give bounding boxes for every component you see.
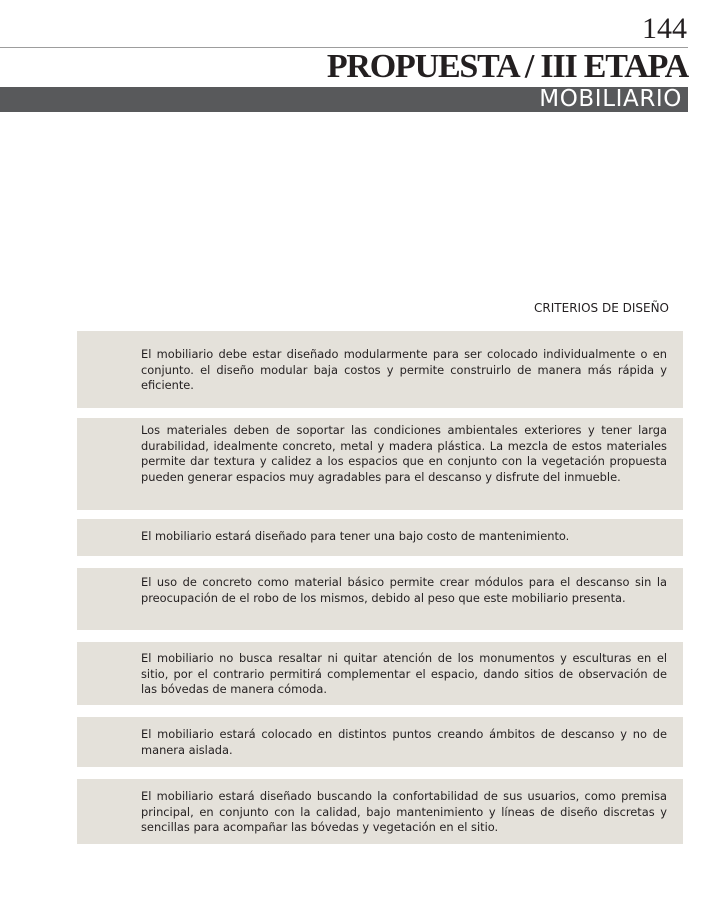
criteria-item [77,418,683,510]
criteria-item [77,331,683,408]
criteria-item [77,779,683,844]
page-title: PROPUESTA / III ETAPA [326,48,688,85]
section-title: MOBILIARIO [539,86,682,112]
criteria-item [77,642,683,705]
criteria-item [77,519,683,556]
criteria-item-text: El mobiliario debe estar diseñado modularmente para ser colocado individualmente o en conjunto. el diseño modular baja costos y permite construirlo de manera más rápida y eficiente. [141,347,667,392]
criteria-item-text: El mobiliario no busca resaltar ni quitar atención de los monumentos y esculturas en el sitio, por el contrario permitirá complementar el espacio, dando sitios de observación de las bóvedas de manera cómoda. [141,651,667,696]
criteria-item-text: El mobiliario estará colocado en distintos puntos creando ámbitos de descanso y no de manera aislada. [141,727,667,757]
criteria-item [77,568,683,630]
criteria-item [77,717,683,767]
criteria-item-text: El mobiliario estará diseñado buscando la confortabilidad de sus usuarios, como premisa principal, en conjunto con la calidad, bajo mantenimiento y líneas de diseño discretas y sencillas para acompañar las bóvedas y vegetación en el sitio. [141,789,667,834]
page-number: 144 [642,12,687,45]
criteria-heading: CRITERIOS DE DISEÑO [534,301,669,315]
criteria-item-text: El uso de concreto como material básico permite crear módulos para el descanso sin la preocupación de el robo de los mismos, debido al peso que este mobiliario presenta. [141,575,667,605]
criteria-item-text: El mobiliario estará diseñado para tener una bajo costo de mantenimiento. [141,529,570,543]
criteria-item-text: Los materiales deben de soportar las condiciones ambientales exteriores y tener larga durabilidad, idealmente concreto, metal y madera plástica. La mezcla de estos materiales permite dar textura y calidez a los espacios que en conjunto con la vegetación propuesta pueden generar espacios muy agradables para el descanso y disfrute del inmueble. [141,423,667,484]
